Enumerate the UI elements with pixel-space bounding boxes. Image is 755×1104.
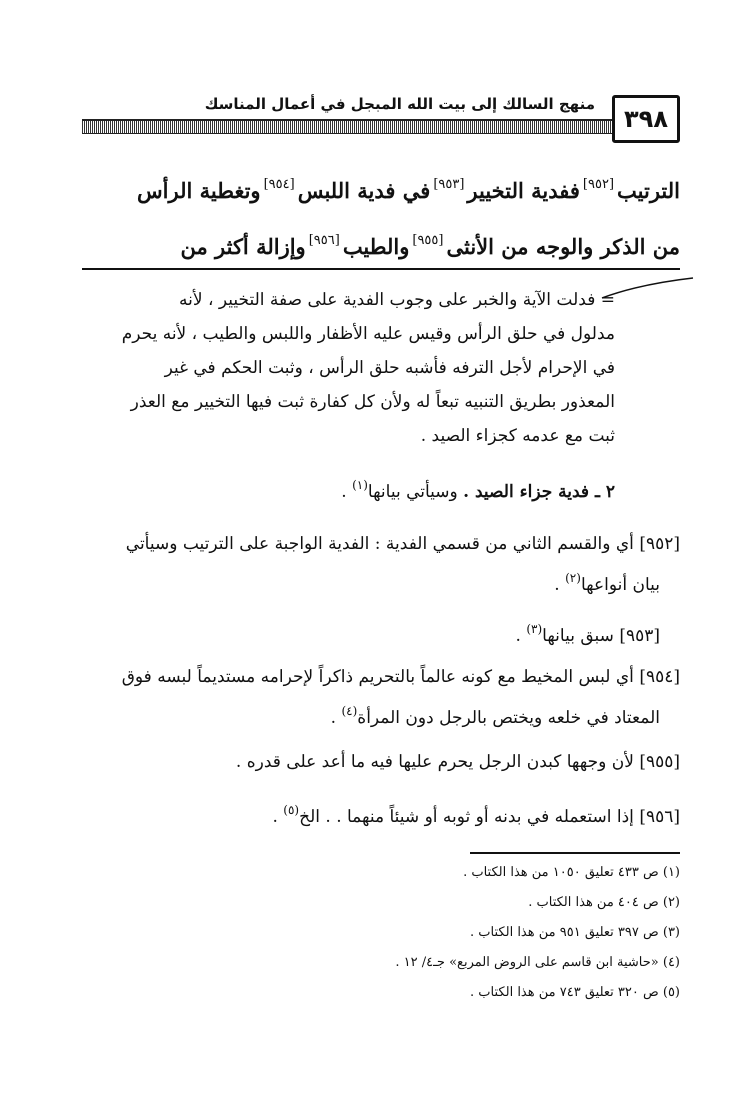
note-ref: [٩٥٦] [308,233,340,248]
note-number: [٩٥٣] [619,626,660,646]
footnote-ref: (١) [352,478,368,492]
commentary-item-2 [341,478,615,502]
commentary-line: في الإحرام لأجل الترفه فأشبه حلق الرأس ، وثبت الحكم في غير [164,358,615,378]
main-line-1 [80,160,680,216]
footnote-ref: (٣) [526,622,543,636]
footnote: (٢) ص ٤٠٤ من هذا الكتاب . [528,895,680,910]
commentary-line: مدلول في حلق الرأس وقيس عليه الأظفار واللبس والطيب ، لأنه يحرم [121,324,615,344]
note-ref: [٩٥٢] [582,177,615,192]
note-end: . [554,575,560,595]
note-956 [80,793,680,834]
note-line [80,793,680,834]
footnote: (٥) ص ٣٢٠ تعليق ٧٤٣ من هذا الكتاب . [470,985,680,1000]
note-text: إذا استعمله في بدنه أو ثوبه أو شيئاً منهما . . الخ [299,807,634,827]
footnote-ref: (٢) [565,571,581,585]
note-text: أي والقسم الثاني من قسمي الفدية : الفدية الواجبة على الترتيب وسيأتي [125,534,634,554]
main-text-segment: الترتيب [617,178,680,203]
note-952 [80,527,680,602]
item-end: . [341,482,347,502]
header-rule [82,119,615,134]
note-955 [80,745,680,779]
commentary-block [90,283,615,453]
note-end: . [515,626,521,646]
note-text: المعتاد في خلعه ويختص بالرجل دون المرأة [357,708,660,728]
note-line [80,527,680,561]
main-text-segment: ففدية التخيير [467,178,580,203]
footnotes [250,858,680,1008]
note-number: [٩٥٤] [639,667,680,687]
footnote-divider [470,852,680,854]
note-line [80,745,680,779]
note-ref: [٩٥٣] [433,177,465,192]
note-number: [٩٥٥] [639,752,680,772]
footnote-ref: (٤) [341,704,358,718]
footnote: (٤) «حاشية ابن قاسم على الروض المربع» جـ٤/ ١٢ . [395,955,680,970]
note-number: [٩٥٦] [639,807,680,827]
main-text-segment: وتغطية الرأس [137,178,261,203]
note-ref: [٩٥٥] [412,233,444,248]
note-text: بيان أنواعها [580,575,660,595]
note-line [80,694,680,735]
page-number: ٣٩٨ [612,95,680,143]
main-line-2 [80,216,680,272]
note-ref: [٩٥٤] [263,177,295,192]
running-title: منهج السالك إلى بيت الله المبجل في أعمال المناسك [204,95,595,113]
note-number: [٩٥٢] [639,534,680,554]
main-text-divider [82,268,680,270]
note-line [80,561,680,602]
note-953 [80,612,680,653]
note-line [80,612,680,653]
note-text: سبق بيانها [542,626,614,646]
main-text-segment: والطيب [342,234,410,259]
note-end: . [330,708,337,728]
commentary-line: المعذور بطريق التنبيه تبعاً له ولأن كل كفارة ثبت فيها التخيير مع العذر [130,392,615,412]
commentary-line: ثبت مع عدمه كجزاء الصيد . [420,426,615,446]
note-text: أي لبس المخيط مع كونه عالماً بالتحريم ذاكراً لإحرامه مستديماً لبسه فوق [121,667,634,687]
note-end: . [272,807,278,827]
main-text-segment: وإزالة أكثر من [180,234,306,259]
main-text [80,160,680,272]
note-954 [80,660,680,735]
footnote-ref: (٥) [283,803,300,817]
item-text: وسيأتي بيانها [367,482,458,502]
note-text: لأن وجهها كبدن الرجل يحرم عليها فيه ما أعد على قدره . [235,752,634,772]
main-text-segment: في فدية اللبس [297,178,431,203]
main-text-segment: من الذكر والوجه من الأنثى [446,234,680,259]
footnote: (١) ص ٤٣٣ تعليق ١٠٥٠ من هذا الكتاب . [463,865,680,880]
commentary-line: = فدلت الآية والخبر على وجوب الفدية على صفة التخيير ، لأنه [179,290,615,310]
item-label: ٢ ـ فدية جزاء الصيد . [463,482,615,502]
footnote: (٣) ص ٣٩٧ تعليق ٩٥١ من هذا الكتاب . [470,925,680,940]
note-line [80,660,680,694]
